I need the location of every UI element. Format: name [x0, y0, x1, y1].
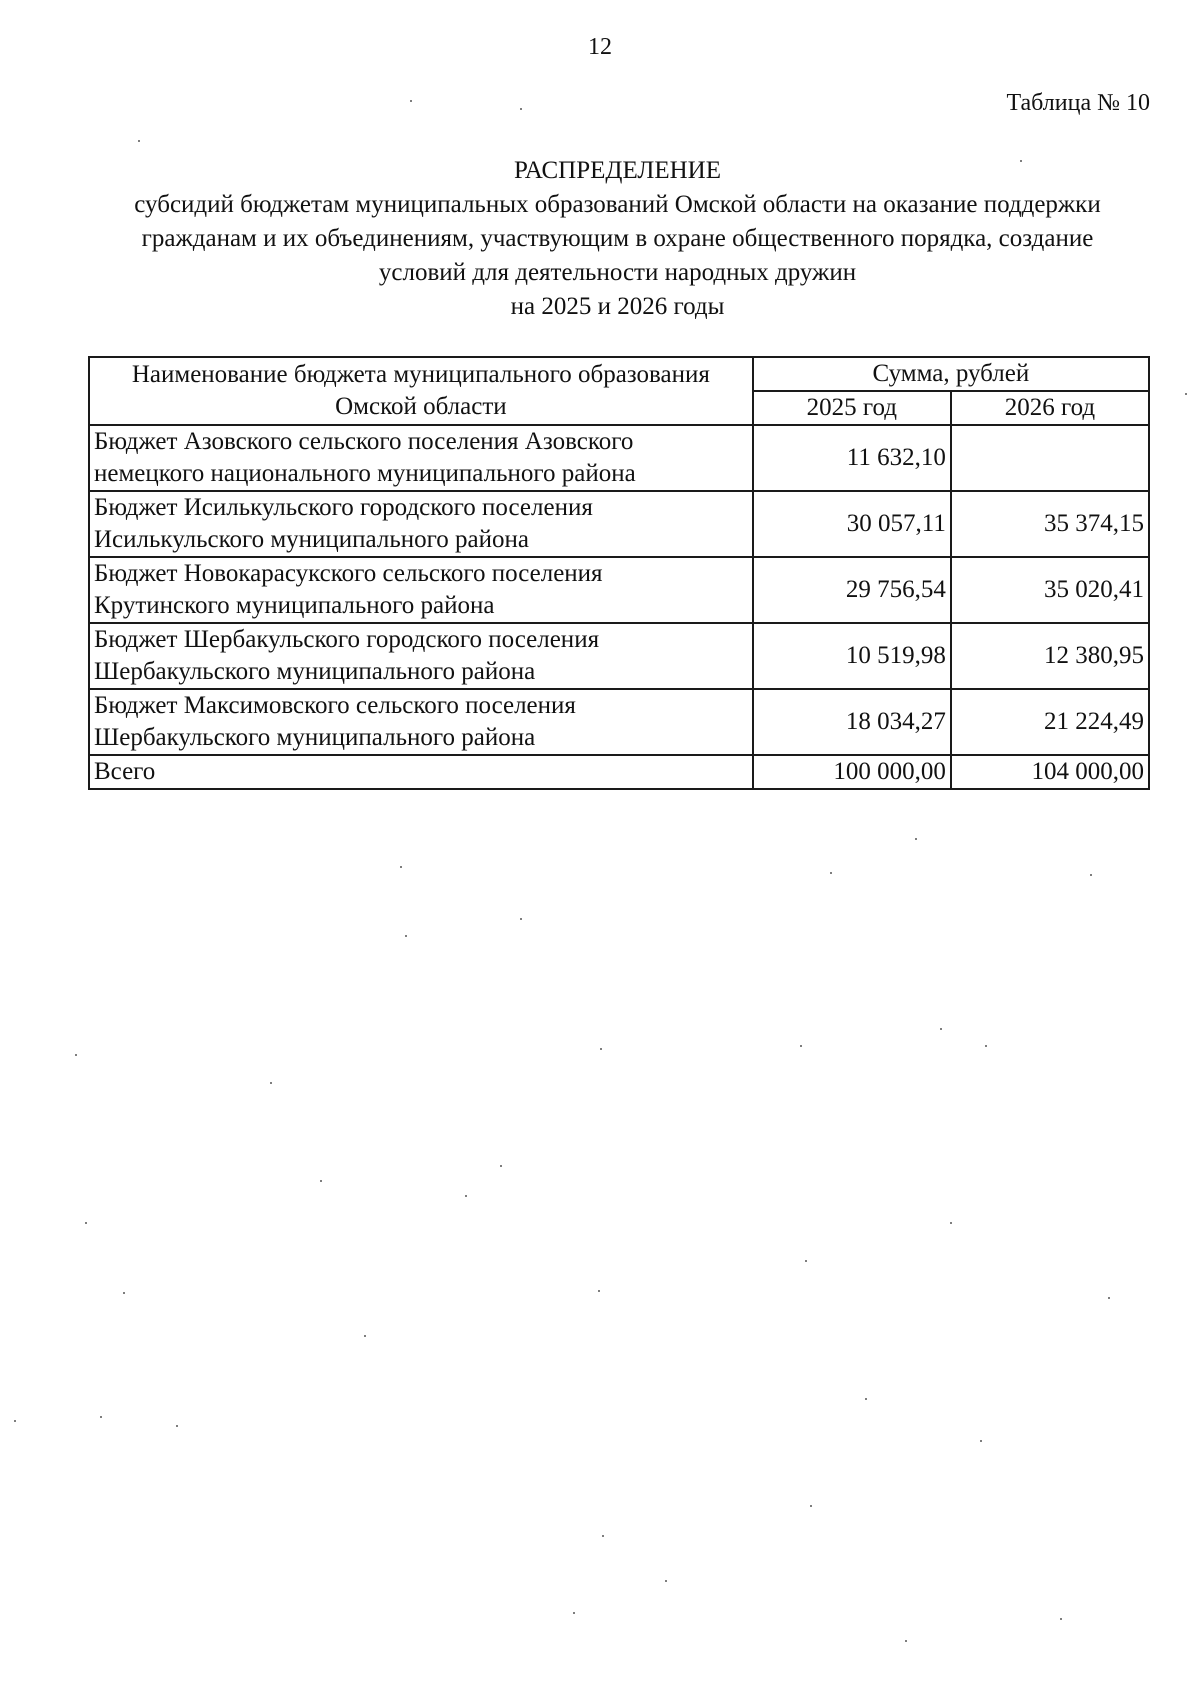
scan-speck: [100, 1416, 102, 1418]
heading-line-1: субсидий бюджетам муниципальных образований Омской области на оказание поддержки: [134, 191, 1101, 218]
scan-speck: [950, 1222, 952, 1224]
row-name-line-2: немецкого национального муниципального района: [94, 460, 636, 487]
header-sum: Сумма, рублей: [753, 357, 1149, 391]
row-name-line-1: Бюджет Шербакульского городского поселения: [94, 626, 600, 653]
scan-speck: [1108, 1297, 1110, 1299]
row-amount-2025: 29 756,54: [753, 557, 951, 623]
table-row: [89, 623, 1149, 689]
scan-speck: [176, 1425, 178, 1427]
row-budget-name: [89, 623, 753, 689]
scan-speck: [123, 1292, 125, 1294]
scan-speck: [915, 838, 917, 840]
header-year-2025: 2025 год: [753, 391, 951, 425]
scan-speck: [364, 1335, 366, 1337]
scan-speck: [500, 1165, 502, 1167]
row-amount-2025: 30 057,11: [753, 491, 951, 557]
scan-speck: [573, 1612, 575, 1614]
scan-speck: [905, 1640, 907, 1642]
scan-speck: [1020, 160, 1022, 162]
scan-speck: [85, 1222, 87, 1224]
scan-speck: [465, 1195, 467, 1197]
page-number: 12: [588, 34, 612, 60]
scan-speck: [405, 935, 407, 937]
scan-speck: [520, 918, 522, 920]
total-amount-2025: 100 000,00: [753, 755, 951, 789]
document-heading: [80, 154, 1155, 324]
row-amount-2026: 35 020,41: [951, 557, 1149, 623]
scan-speck: [75, 1054, 77, 1056]
total-amount-2026: 104 000,00: [951, 755, 1149, 789]
row-budget-name: [89, 557, 753, 623]
table-row: [89, 491, 1149, 557]
scan-speck: [865, 1398, 867, 1400]
row-amount-2026: 21 224,49: [951, 689, 1149, 755]
total-label: Всего: [89, 755, 753, 789]
table-row: [89, 557, 1149, 623]
heading-line-3: условий для деятельности народных дружин: [378, 259, 857, 286]
row-name-line-2: Исилькульского муниципального района: [94, 526, 529, 553]
row-budget-name: [89, 425, 753, 491]
scan-speck: [805, 1260, 807, 1262]
row-name-line-2: Крутинского муниципального района: [94, 592, 495, 619]
heading-title: РАСПРЕДЕЛЕНИЕ: [513, 157, 722, 184]
row-name-line-2: Шербакульского муниципального района: [94, 658, 536, 685]
scan-speck: [598, 1290, 600, 1292]
scan-speck: [14, 1420, 16, 1422]
scan-speck: [602, 1535, 604, 1537]
header-name-line-1: Наименование бюджета муниципального образования: [131, 361, 710, 388]
table-row: [89, 689, 1149, 755]
table-header-row: [89, 357, 1149, 391]
heading-line-2: гражданам и их объединениям, участвующим в охране общественного порядка, создание: [141, 225, 1094, 252]
scan-speck: [1090, 874, 1092, 876]
row-amount-2025: 10 519,98: [753, 623, 951, 689]
scan-speck: [410, 100, 412, 102]
row-name-line-1: Бюджет Азовского сельского поселения Азовского: [94, 428, 634, 455]
table-number-label: Таблица № 10: [1006, 90, 1150, 116]
header-budget-name: [89, 357, 753, 425]
heading-line-4: на 2025 и 2026 годы: [510, 293, 725, 320]
scan-speck: [940, 1028, 942, 1030]
header-name-line-2: Омской области: [335, 393, 507, 420]
row-name-line-1: Бюджет Новокарасукского сельского поселения: [94, 560, 603, 587]
scan-speck: [520, 108, 522, 110]
row-amount-2025: 18 034,27: [753, 689, 951, 755]
distribution-table: [88, 356, 1150, 790]
table-row: [89, 425, 1149, 491]
row-budget-name: [89, 491, 753, 557]
row-budget-name: [89, 689, 753, 755]
header-year-2026: 2026 год: [951, 391, 1149, 425]
scan-speck: [1060, 1618, 1062, 1620]
scan-speck: [800, 1045, 802, 1047]
scan-speck: [980, 1440, 982, 1442]
scan-speck: [1185, 393, 1187, 395]
scan-speck: [985, 1045, 987, 1047]
row-name-line-2: Шербакульского муниципального района: [94, 724, 536, 751]
scan-speck: [600, 1048, 602, 1050]
scan-speck: [320, 1180, 322, 1182]
row-name-line-1: Бюджет Максимовского сельского поселения: [94, 692, 576, 719]
table-total-row: [89, 755, 1149, 789]
scan-speck: [830, 872, 832, 874]
row-amount-2025: 11 632,10: [753, 425, 951, 491]
row-amount-2026: 12 380,95: [951, 623, 1149, 689]
scan-speck: [665, 1580, 667, 1582]
scan-speck: [400, 866, 402, 868]
scan-speck: [810, 1505, 812, 1507]
row-name-line-1: Бюджет Исилькульского городского поселения: [94, 494, 593, 521]
row-amount-2026: [951, 425, 1149, 491]
scan-speck: [138, 140, 140, 142]
scan-speck: [270, 1082, 272, 1084]
row-amount-2026: 35 374,15: [951, 491, 1149, 557]
